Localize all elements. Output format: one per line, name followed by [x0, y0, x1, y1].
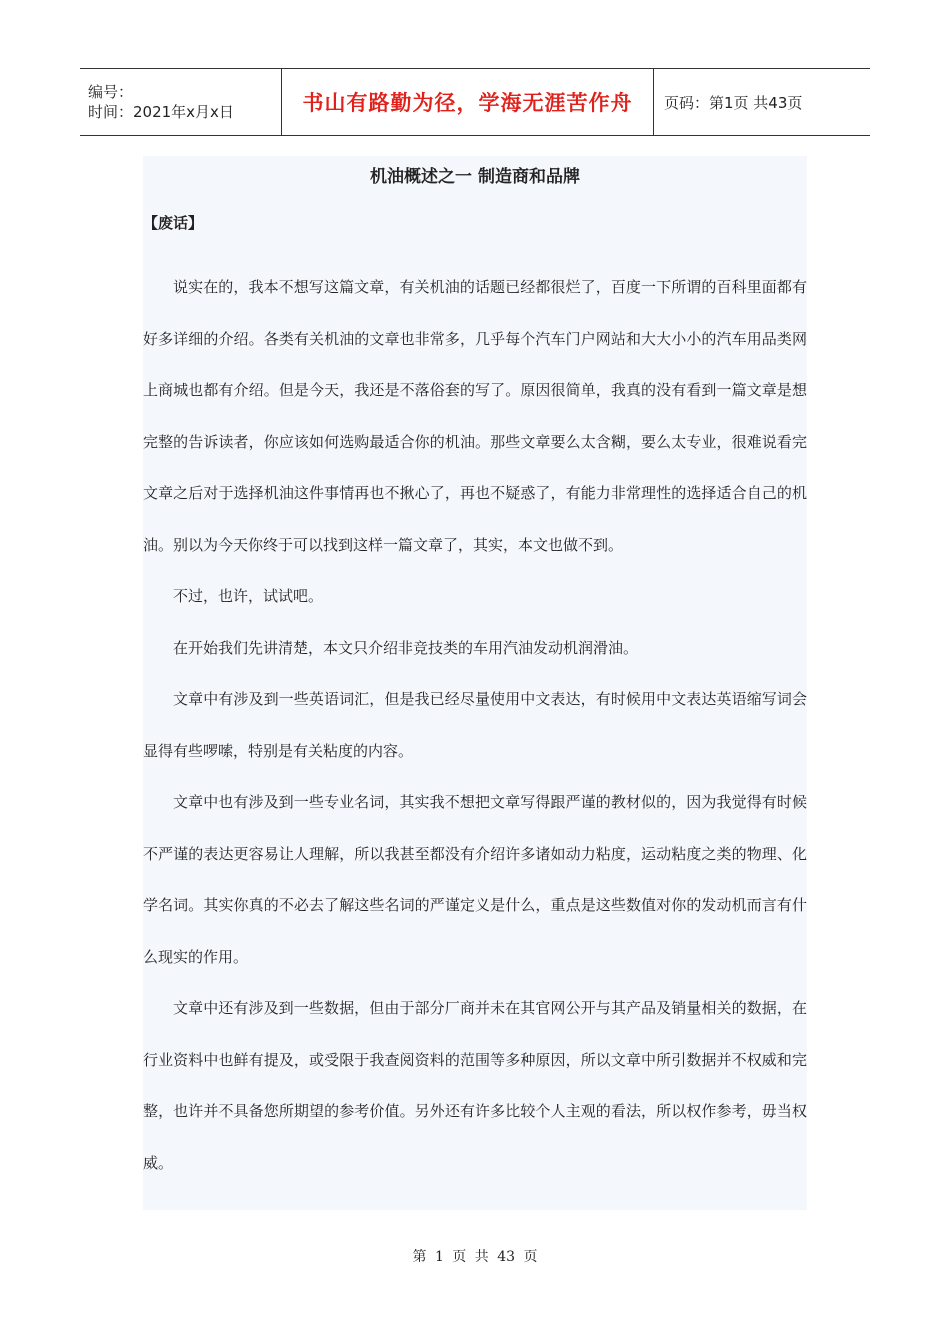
paragraph: 文章中有涉及到一些英语词汇，但是我已经尽量使用中文表达，有时候用中文表达英语缩写词会显得有些啰嗦，特别是有关粘度的内容。 [143, 690, 807, 760]
document-time-label: 时间：2021年x月x日 [88, 103, 234, 121]
paragraph: 说实在的，我本不想写这篇文章，有关机油的话题已经都很烂了，百度一下所谓的百科里面都有好多详细的介绍。各类有关机油的文章也非常多，几乎每个汽车门户网站和大大小小的汽车用品类网上商城也都有介绍。但是今天，我还是不落俗套的写了。原因很简单，我真的没有看到一篇文章是想完整的告诉读者，你应该如何选购最适合你的机油。那些文章要么太含糊，要么太专业，很难说看完文章之后对于选择机油这件事情再也不揪心了，再也不疑惑了，有能力非常理性的选择适合自己的机油。别以为今天你终于可以找到这样一篇文章了，其实，本文也做不到。 [143, 278, 807, 554]
header-meta [80, 69, 282, 135]
header-page-info [654, 69, 870, 135]
page-header [80, 68, 870, 136]
page-info-label: 页码：第1页 共43页 [664, 93, 803, 112]
paragraph: 不过，也许，试试吧。 [173, 587, 324, 605]
document-body [143, 156, 807, 1210]
paragraph: 在开始我们先讲清楚，本文只介绍非竞技类的车用汽油发动机润滑油。 [173, 638, 639, 657]
page-footer: 第 1 页 共 43 页 [412, 1249, 538, 1265]
document-title: 机油概述之一 制造商和品牌 [370, 167, 580, 187]
paragraph: 文章中也有涉及到一些专业名词，其实我不想把文章写得跟严谨的教材似的，因为我觉得有时候不严谨的表达更容易让人理解，所以我甚至都没有介绍许多诸如动力粘度，运动粘度之类的物理、化学名词。其实你真的不必去了解这些名词的严谨定义是什么，重点是这些数值对你的发动机而言有什么现实的作用。 [143, 793, 807, 966]
header-motto-cell [282, 69, 654, 135]
document-number-label: 编号： [88, 83, 134, 101]
header-motto: 书山有路勤为径，学海无涯苦作舟 [302, 91, 633, 115]
section-heading: 【废话】 [143, 214, 204, 232]
paragraph: 文章中还有涉及到一些数据，但由于部分厂商并未在其官网公开与其产品及销量相关的数据，在行业资料中也鲜有提及，或受限于我查阅资料的范围等多种原因，所以文章中所引数据并不权威和完整，也许并不具备您所期望的参考价值。另外还有许多比较个人主观的看法，所以权作参考，毋当权威。 [143, 999, 807, 1172]
